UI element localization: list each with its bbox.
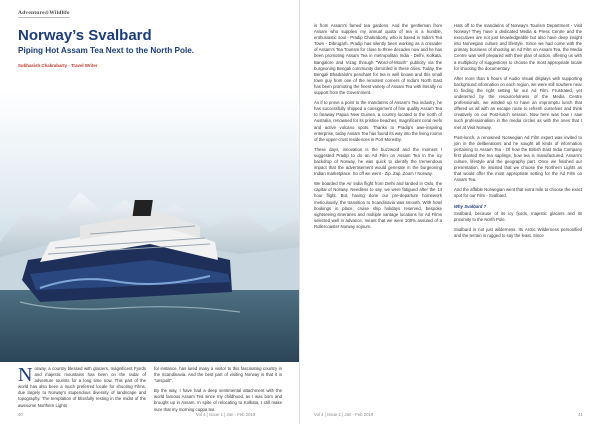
article-subtitle: Piping Hot Assam Tea Next to the North Pole.	[18, 46, 195, 55]
section-heading: Why Svalbard ?	[454, 203, 487, 209]
issue-info-right: Vol 4 | Issue 1 | Jan - Feb 2019	[314, 412, 374, 417]
paragraph: As if to prove a point to the mandarins of Assam's Tea industry, he has successfully shipped a consignment of fine quality Assam Tea to faraway Papua New Guinea, a country located to the north of Australia, renowned for its pristine beaches, magnificent coral reefs and active volcano spots. Thanks to Pradip's awe-inspiring enterprise, today Assam Tea has found its way into the living rooms of the upper-crust residences in Port Moresby.	[314, 100, 442, 142]
paragraph: By the way, I have had a deep sentimental attachment with the world famous Assam Tea since my childhood, as I was born and brought up in Assam. In spite of relocating to Kolkata, I still make sure that my morning cuppa tea	[154, 388, 282, 412]
intro-paragraph	[18, 366, 146, 409]
paragraph: After more than 5 hours of Audio Visual displays with supporting background information on each region, we were still nowhere near to finding the right setting for our Ad Film. Frustrated, yet undeterred by the resourcefulness of the Media Centre professionals, we winded up to have an impromptu lunch that offered us all with an escape route to refresh ourselves and think creatively on our Post-lunch session. Now here was how I saw such professionalism in the media circles as with the ones that I met at Visit Norway.	[454, 75, 582, 130]
right-page	[300, 0, 600, 424]
cruise-ship-illustration	[0, 92, 300, 362]
ship-funnel	[133, 200, 153, 216]
paragraph: for instance, has lured many a visitor to this fascinating country in the Scandinavia. And the best part of visiting Norway is that it is "unspoilt".	[154, 366, 282, 384]
paragraph: Hats off to the mandarins of Norway's Tourism Department - Visit Norway! They have a dedicated Media & Press Centre and the executives are not just knowledgeable but also have deep insight into Norwegian culture and lifestyle. Since we had come with the primary business of shooting an Ad Film on Assam Tea, the Media Centre was well prepared with their plan of action, offering us with a multiplicity of suggestions to choose the most appropriate locale for shooting the documentary.	[454, 23, 582, 71]
left-column-1	[18, 366, 146, 413]
masthead-rule	[18, 17, 70, 18]
article-byline: Subhasish Chakrabarty - Travel Writer	[18, 63, 98, 68]
drop-cap: N	[18, 364, 33, 386]
paragraph: We boarded the Air India flight from Delhi and landed in Oslo, the capital of Norway. Needless to say, we were fatigued after the 14 hour flight. But, having done our pre-departure homework meticulously, the transition to Scandinavia was smooth. With hotel bookings in place, cruise ship holidays reserved, bespoke sightseeing itineraries and multiple vantage locations for Ad Films selected well in advance, meant that we were 100% assured of a Rollercoaster Norway sojourn.	[314, 181, 442, 229]
paragraph: And the affable Norwegian went that extra mile to choose the exact spot for our Film - Svalbard.	[454, 187, 582, 199]
paragraph: Post-lunch, a renowned Norwegian Ad Film expert was invited to join in the deliberations and he sought all kinds of information pertaining to Assam Tea - Of how the British East India Company first planted the tea saplings, how tea is manufactured, Assam's culture, lifestyle and the geography part. Once we finished our presentation, he insisted that we choose the Northern Lights as that would offer the most appropriate setting for the Ad Film on Assam Tea.	[454, 134, 582, 183]
masthead-logo	[18, 10, 70, 16]
paragraph: is from Assam's famed tea gardens. And the gentleman from Assam who supplies my annual quota of tea is a humble, enthusiastic soul - Pradip Chakraborty, who is based in India's Tea Town - Dibrugarh. Pradip has silently been working as a crusader of Assam's Tea Tourism for close to three decades now and he has been promoting Assam Tea in metropolitan India - Delhi, Kolkata, Bangalore and Vizag through "Word-of-Mouth" publicity via the burgeoning Bengali community domiciled in these cities. Today, the Bengali Bhadralok's penchant for tea is well known and this small town guy from one of the remotest corners of India's North East has been promoting the finest variety of Assam Tea with literally no support from the Government.	[314, 23, 442, 96]
right-column-1	[314, 23, 442, 234]
paragraph: These days, innovation is the buzzword and the moment I suggested Pradip to do an Ad Film on Assam Tea in the icy backdrop of Norway, he was quick to identify the tremendous impact that the advertisement would generate in the burgeoning Indian marketplace. So off we went - Zip..Zap..Zoom ! Norway.	[314, 146, 442, 177]
issue-info-left: Vol 4 | Issue 1 | Jan - Feb 2019	[196, 412, 256, 417]
right-column-2	[454, 23, 582, 243]
masthead-word-b: Wildlife	[49, 10, 70, 16]
paragraph: Svalbard, because of its icy fjords, majestic glaciers and its proximity to the North Pole.	[454, 210, 582, 222]
cruise-ship-photo	[0, 92, 300, 362]
page-number-right: 41	[578, 412, 583, 417]
page-number-left: 40	[18, 412, 23, 417]
intro-text: orway, a country blessed with glaciers, magnificent Fjords and majestic mountains has been on the radar of adventure tourists for a long time now. This part of the world has also been a much preferred locale for shooting Films, due largely to Norway's stupendous diversity of landscape and topography. The temptation of blissfully resting in the midst of the awesome Northern Lights	[18, 366, 146, 408]
masthead-word-a: Adventure	[18, 10, 45, 16]
masthead-ampersand: &	[44, 10, 50, 16]
paragraph: Svalbard is not just wilderness. Its Arctic Wilderness personified and the terrain is rugged to say the least. Since	[454, 226, 582, 238]
left-column-2	[154, 366, 282, 417]
article-title: Norway’s Svalbard	[18, 27, 152, 44]
